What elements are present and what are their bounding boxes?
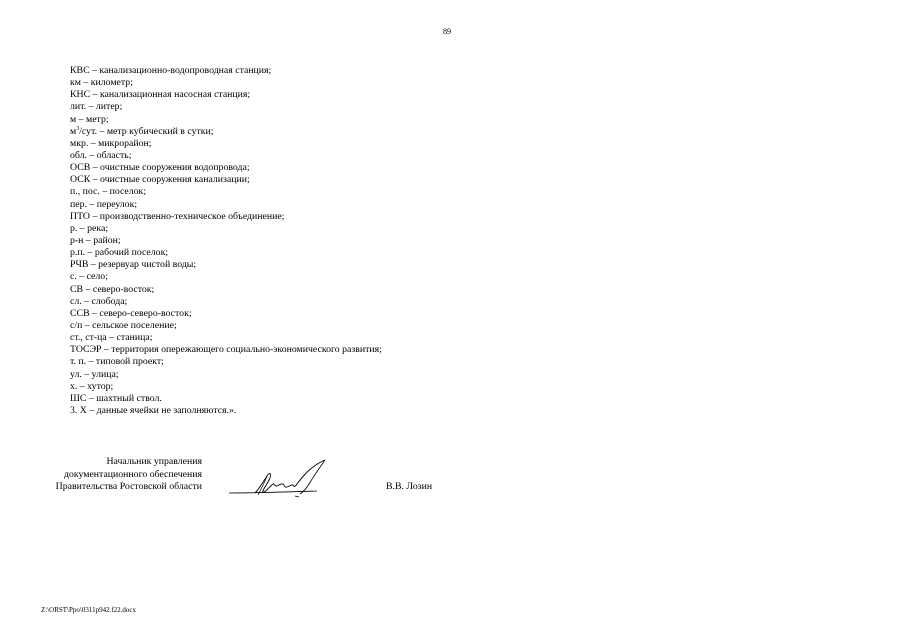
abbreviation-item: сл. – слобода; [70,295,128,307]
page-number: 89 [443,27,451,36]
abbreviation-item: с. – село; [70,271,108,283]
signature-block [0,456,905,506]
abbreviation-item: м – метр; [70,113,109,125]
position-line: Правительства Ростовской области [55,481,202,492]
abbreviation-item: СВ – северо-восток; [70,283,155,295]
signer-name: В.В. Лозин [386,481,433,492]
cubic-meter-unit: м [70,125,77,137]
abbreviation-item: ул. – улица; [70,368,119,380]
closing-note: 3. Х – данные ячейки не заполняются.». [70,404,237,416]
abbreviation-item: р. – река; [70,222,109,234]
abbreviation-item: ОСВ – очистные сооружения водопровода; [70,162,250,174]
abbreviation-item: ст., ст-ца – станица; [70,332,153,344]
abbreviation-item: КНС – канализационная насосная станция; [70,89,251,101]
signer-position [56,456,202,494]
file-path-footer: Z:\ORST\Ppo\0311p942.f22.docx [41,606,137,614]
abbreviation-item-cubic-meter [70,126,382,138]
position-line: Начальник управления [106,456,202,467]
abbreviation-item: КВС – канализационно-водопроводная станция; [70,65,272,76]
abbreviation-item: с/п – сельское поселение; [70,319,177,331]
abbreviation-item: ОСК – очистные сооружения канализации; [70,174,250,186]
position-line: документационного обеспечения [63,468,202,480]
abbreviation-item: ССВ – северо-северо-восток; [70,307,192,319]
abbreviation-item: РЧВ – резервуар чистой воды; [70,259,197,271]
abbreviation-item: х. – хутор; [70,380,114,392]
abbreviation-item: лит. – литер; [70,101,123,113]
handwritten-signature-icon [225,456,335,504]
abbreviation-item: ПТО – производственно-техническое объединение; [70,210,285,222]
abbreviation-item: пер. – переулок; [70,198,138,210]
abbreviation-item: ТОСЭР – территория опережающего социально-экономического развития; [70,344,382,356]
cubic-meter-superscript: 3 [76,125,80,132]
abbreviation-item: р.п. – рабочий поселок; [70,247,169,259]
abbreviation-item: ШС – шахтный ствол. [70,392,162,404]
abbreviation-item: п., пос. – поселок; [70,186,147,198]
abbreviation-item: т. п. – типовой проект; [70,356,164,368]
abbreviation-list [70,65,382,417]
abbreviation-item: мкр. – микрорайон; [70,137,152,149]
abbreviation-item: обл. – область; [70,149,132,161]
cubic-meter-description: /сут. – метр кубический в сутки; [79,125,214,137]
abbreviation-item: км – километр; [70,77,133,89]
abbreviation-item: р-н – район; [70,234,121,246]
